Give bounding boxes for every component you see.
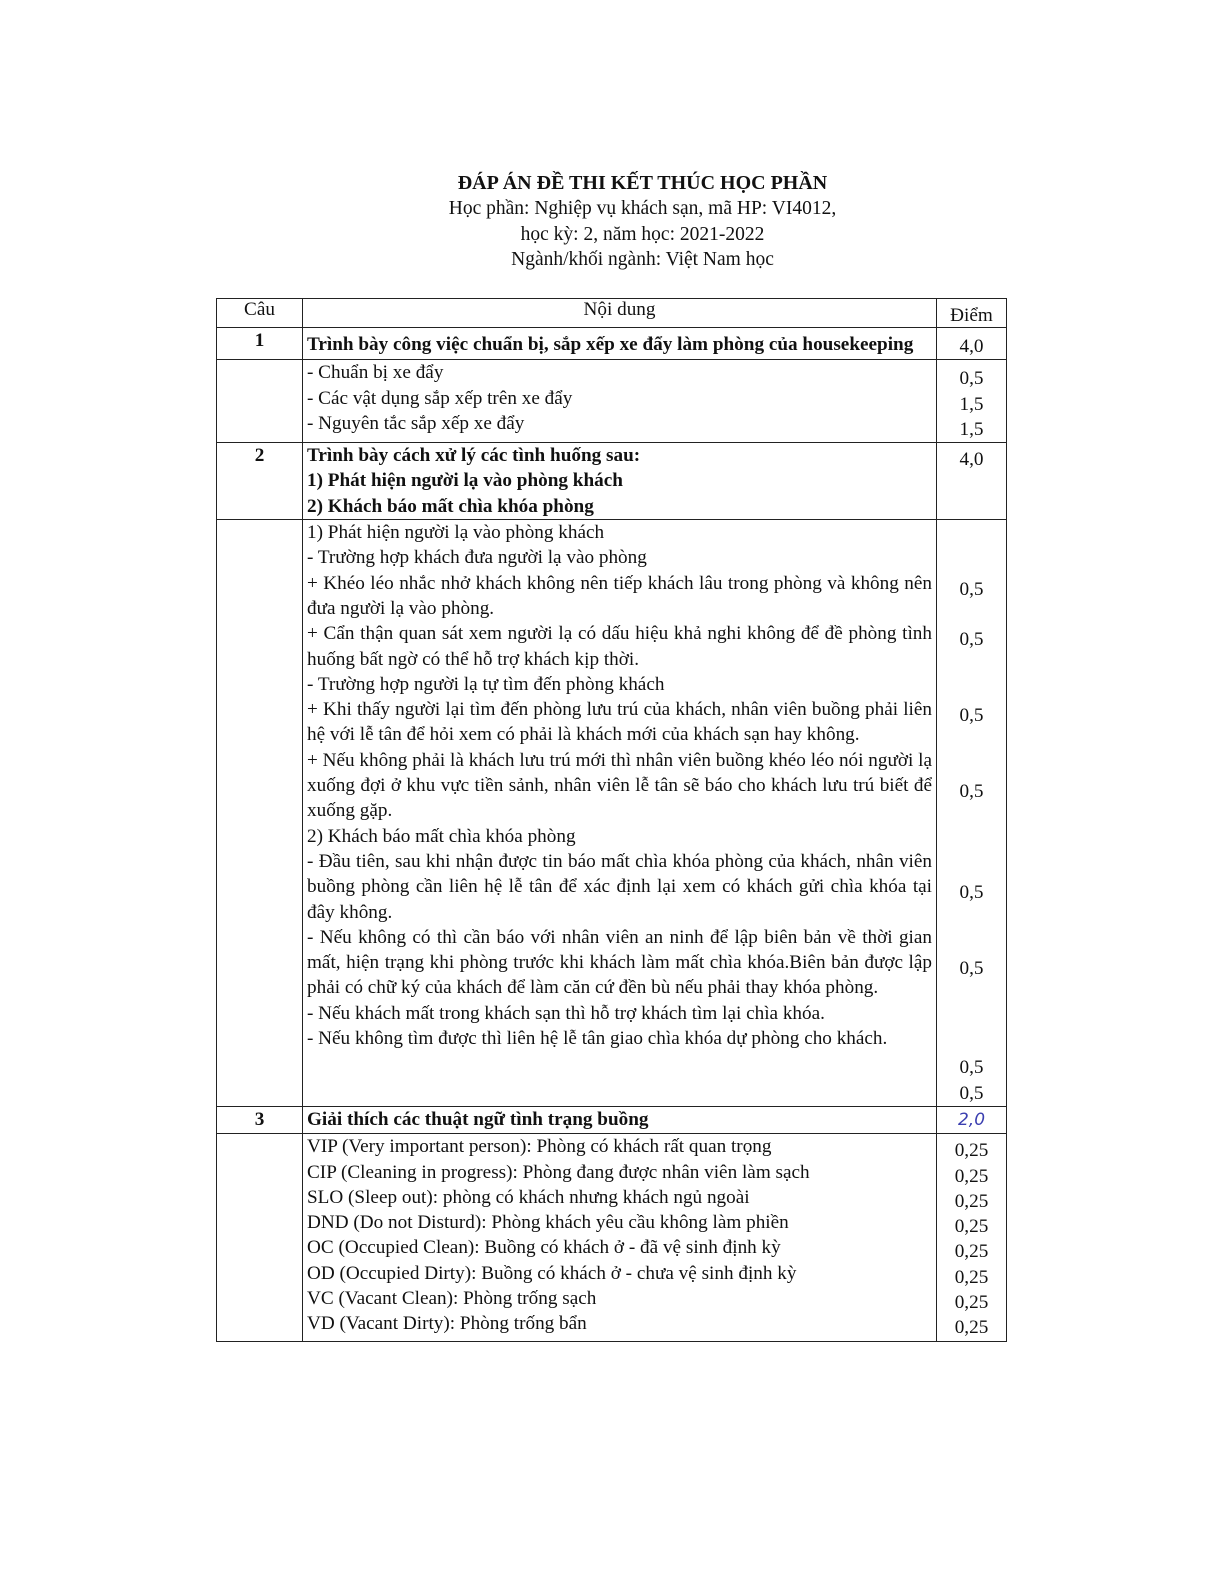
- score: 0,5: [959, 781, 984, 803]
- question-subitem: 2) Khách báo mất chìa khóa phòng: [307, 495, 594, 517]
- term-item: SLO (Sleep out): phòng có khách nhưng khách ngủ ngoài: [307, 1186, 750, 1208]
- question-total-score: 4,0: [937, 443, 1007, 520]
- header-diem: Điểm: [937, 299, 1007, 328]
- question-total-score-handwritten: [937, 1106, 1007, 1133]
- answer-point: + Cẩn thận quan sát xem người lạ có dấu hiệu khả nghi không để đề phòng tình huống bất ngờ có thể hỗ trợ khách kịp thời.: [307, 623, 932, 670]
- score: 0,5: [959, 1082, 984, 1104]
- score: 0,5: [959, 705, 984, 727]
- answer-point: - Đầu tiên, sau khi nhận được tin báo mất chìa khóa phòng của khách, nhân viên buồng phòng cần liên hệ lễ tân để xác định lại xem có khách gửi chìa khóa tại đây không.: [307, 850, 932, 923]
- question-subitem: 1) Phát hiện người lạ vào phòng khách: [307, 470, 623, 492]
- score: 1,5: [959, 418, 984, 440]
- score: 0,5: [959, 882, 984, 904]
- answer-point: + Khéo léo nhắc nhở khách không nên tiếp khách lâu trong phòng và không nên đưa người lạ vào phòng.: [307, 572, 932, 619]
- answer-table: [216, 298, 1007, 1342]
- question-title: Trình bày cách xử lý các tình huống sau:: [307, 445, 641, 467]
- answer-case: - Trường hợp người lạ tự tìm đến phòng khách: [307, 673, 665, 695]
- header-cau: Câu: [217, 299, 303, 328]
- term-item: VD (Vacant Dirty): Phòng trống bẩn: [307, 1313, 587, 1335]
- answer-point: + Nếu không phải là khách lưu trú mới thì nhân viên buồng khéo léo nói người lạ xuống đợi ở khu vực tiền sảnh, nhân viên lễ tân sẽ báo cho khách lưu trú biết để xuống gặp.: [307, 749, 932, 822]
- term-item: DND (Do not Disturd): Phòng khách yêu cầu không làm phiền: [307, 1212, 789, 1234]
- question-number: 1: [217, 328, 303, 360]
- empty-cell: [217, 360, 303, 443]
- score: 0,5: [959, 629, 984, 651]
- score: 0,25: [954, 1165, 989, 1187]
- question-title: Giải thích các thuật ngữ tình trạng buồng: [303, 1106, 937, 1133]
- answer-point: - Nếu không có thì cần báo với nhân viên an ninh để lập biên bản về thời gian mất, hiện trạng khi phòng trước khi khách làm mất chìa khóa.Biên bản được lập phải có chữ ký của khách để làm căn cứ đền bù nếu phải thay khóa phòng.: [307, 926, 932, 999]
- term-item: OC (Occupied Clean): Buồng có khách ở - đã vệ sinh định kỳ: [307, 1237, 781, 1259]
- score: 0,5: [959, 368, 984, 390]
- semester-info: học kỳ: 2, năm học: 2021-2022: [520, 223, 765, 245]
- question-title: Trình bày công việc chuẩn bị, sắp xếp xe đẩy làm phòng của housekeeping: [303, 328, 937, 360]
- question-3-row: [217, 1106, 1007, 1133]
- score: 0,25: [954, 1241, 989, 1263]
- answer-scores: [937, 520, 1007, 1107]
- question-number: 2: [217, 443, 303, 520]
- answer-content: [303, 360, 937, 443]
- question-total-score: 4,0: [937, 328, 1007, 360]
- score: 0,5: [959, 578, 984, 600]
- answer-point: - Nếu khách mất trong khách sạn thì hỗ trợ khách tìm lại chìa khóa.: [307, 1002, 825, 1024]
- empty-cell: [217, 520, 303, 1107]
- answer-content: [303, 1134, 937, 1341]
- term-item: VC (Vacant Clean): Phòng trống sạch: [307, 1287, 597, 1309]
- course-info: Học phần: Nghiệp vụ khách sạn, mã HP: VI4012,: [448, 198, 837, 219]
- term-item: VIP (Very important person): Phòng có khách rất quan trọng: [307, 1136, 772, 1158]
- score: 0,25: [954, 1317, 989, 1339]
- question-1-answer-row: [217, 360, 1007, 443]
- answer-item: - Nguyên tắc sắp xếp xe đẩy: [307, 412, 525, 434]
- score: 0,25: [954, 1266, 989, 1288]
- answer-point: - Nếu không tìm được thì liên hệ lễ tân giao chìa khóa dự phòng cho khách.: [307, 1028, 888, 1050]
- document-title: ĐÁP ÁN ĐỀ THI KẾT THÚC HỌC PHẦN: [457, 172, 828, 194]
- score: 0,25: [954, 1291, 989, 1313]
- question-number: 3: [217, 1106, 303, 1133]
- major-info: Ngành/khối ngành: Việt Nam học: [511, 249, 774, 270]
- answer-heading: 1) Phát hiện người lạ vào phòng khách: [307, 522, 605, 544]
- question-2-answer-row: [217, 520, 1007, 1107]
- table-header-row: [217, 299, 1007, 328]
- question-3-answer-row: [217, 1134, 1007, 1341]
- term-item: OD (Occupied Dirty): Buồng có khách ở - chưa vệ sinh định kỳ: [307, 1262, 797, 1284]
- question-title-block: [303, 443, 937, 520]
- score: 1,5: [959, 393, 984, 415]
- answer-scores: [937, 1134, 1007, 1341]
- score: 0,5: [959, 958, 984, 980]
- answer-heading: 2) Khách báo mất chìa khóa phòng: [307, 825, 576, 847]
- answer-item: - Chuẩn bị xe đẩy: [307, 362, 444, 384]
- score: 0,25: [954, 1216, 989, 1238]
- answer-case: - Trường hợp khách đưa người lạ vào phòng: [307, 547, 647, 569]
- score: 0,25: [954, 1190, 989, 1212]
- term-item: CIP (Cleaning in progress): Phòng đang được nhân viên làm sạch: [307, 1161, 810, 1183]
- score: 0,5: [959, 1057, 984, 1079]
- answer-point: + Khi thấy người lại tìm đến phòng lưu trú của khách, nhân viên buồng phải liên hệ với lễ tân để hỏi xem có phải là khách mới của khách sạn hay không.: [307, 699, 932, 746]
- handwritten-score: 2,0: [957, 1109, 986, 1130]
- document-header: [0, 170, 1225, 273]
- answer-content: [303, 520, 937, 1107]
- question-2-row: [217, 443, 1007, 520]
- answer-scores: [937, 360, 1007, 443]
- score: 0,25: [954, 1140, 989, 1162]
- answer-item: - Các vật dụng sắp xếp trên xe đẩy: [307, 387, 573, 409]
- header-noi-dung: Nội dung: [303, 299, 937, 328]
- empty-cell: [217, 1134, 303, 1341]
- question-1-row: [217, 328, 1007, 360]
